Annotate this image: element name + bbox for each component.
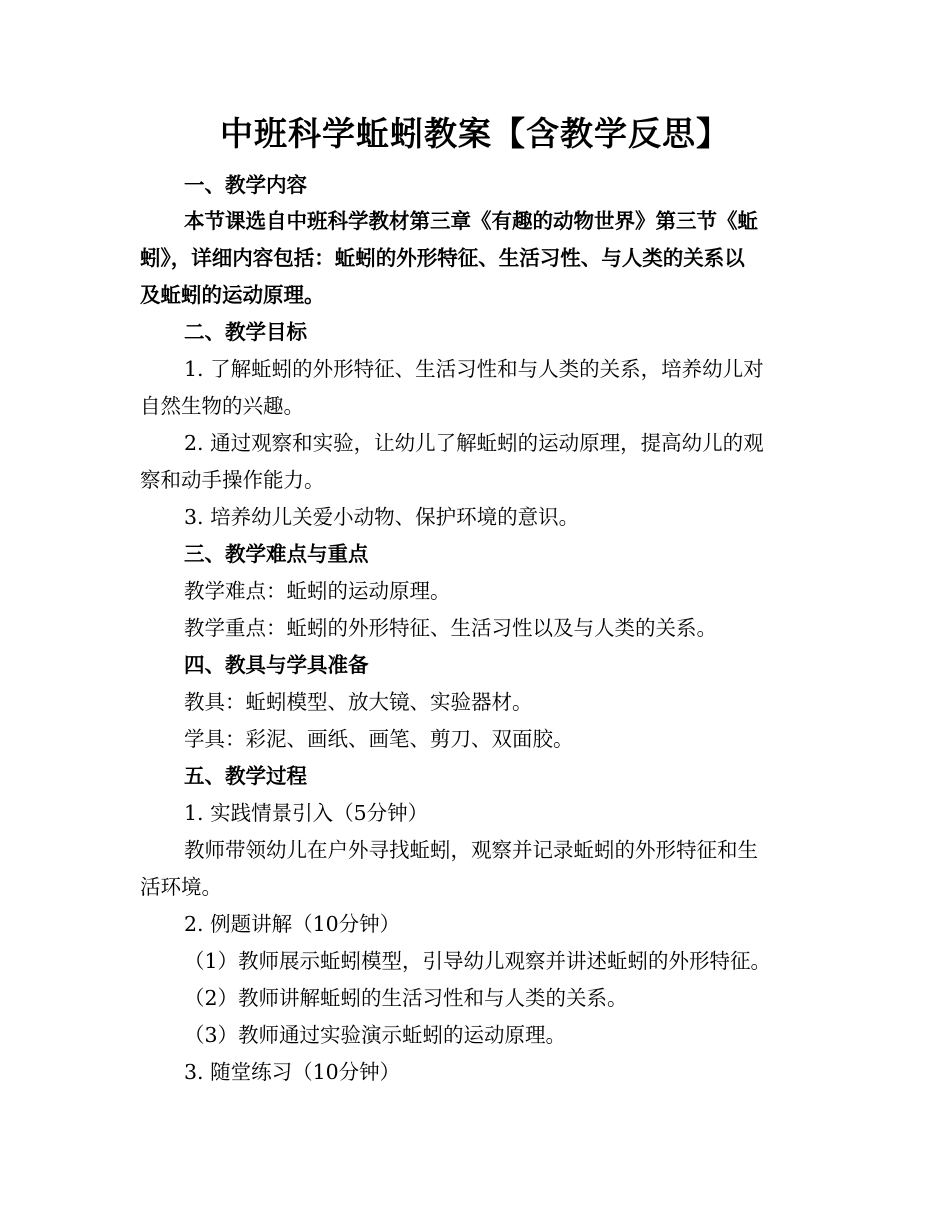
paragraph-line: 1. 了解蚯蚓的外形特征、生活习性和与人类的关系，培养幼儿对	[184, 357, 764, 381]
paragraph-line: 教学难点：蚯蚓的运动原理。	[184, 579, 451, 603]
paragraph-line: （1）教师展示蚯蚓模型，引导幼儿观察并讲述蚯蚓的外形特征。	[184, 949, 772, 973]
document-title: 中班科学蚯蚓教案【含教学反思】	[220, 114, 730, 153]
paragraph-line: 教具：蚯蚓模型、放大镜、实验器材。	[184, 690, 533, 714]
section-heading-goals: 二、教学目标	[184, 320, 307, 344]
section-heading-content: 一、教学内容	[184, 173, 307, 197]
paragraph-line: 蚓》，详细内容包括：蚯蚓的外形特征、生活习性、与人类的关系以	[140, 246, 745, 270]
paragraph-line: 自然生物的兴趣。	[140, 394, 304, 418]
paragraph-line: 教学重点：蚯蚓的外形特征、生活习性以及与人类的关系。	[184, 616, 717, 640]
paragraph-line: （3）教师通过实验演示蚯蚓的运动原理。	[184, 1023, 567, 1047]
paragraph-line: 本节课选自中班科学教材第三章《有趣的动物世界》第三节《蚯	[184, 209, 758, 233]
section-heading-materials: 四、教具与学具准备	[184, 653, 369, 677]
paragraph-line: 活环境。	[140, 875, 222, 899]
paragraph-line: 3. 培养幼儿关爱小动物、保护环境的意识。	[184, 505, 580, 529]
paragraph-line: 察和动手操作能力。	[140, 468, 325, 492]
paragraph-line: 3. 随堂练习（10分钟）	[184, 1060, 401, 1084]
paragraph-line: 1. 实践情景引入（5分钟）	[184, 801, 429, 825]
paragraph-line: 教师带领幼儿在户外寻找蚯蚓，观察并记录蚯蚓的外形特征和生	[184, 838, 758, 862]
paragraph-line: （2）教师讲解蚯蚓的生活习性和与人类的关系。	[184, 986, 628, 1010]
paragraph-line: 学具：彩泥、画纸、画笔、剪刀、双面胶。	[184, 727, 574, 751]
paragraph-line: 2. 例题讲解（10分钟）	[184, 912, 401, 936]
paragraph-line: 及蚯蚓的运动原理。	[140, 283, 325, 307]
section-heading-difficulty: 三、教学难点与重点	[184, 542, 369, 566]
paragraph-line: 2. 通过观察和实验，让幼儿了解蚯蚓的运动原理，提高幼儿的观	[184, 431, 764, 455]
section-heading-process: 五、教学过程	[184, 764, 307, 788]
